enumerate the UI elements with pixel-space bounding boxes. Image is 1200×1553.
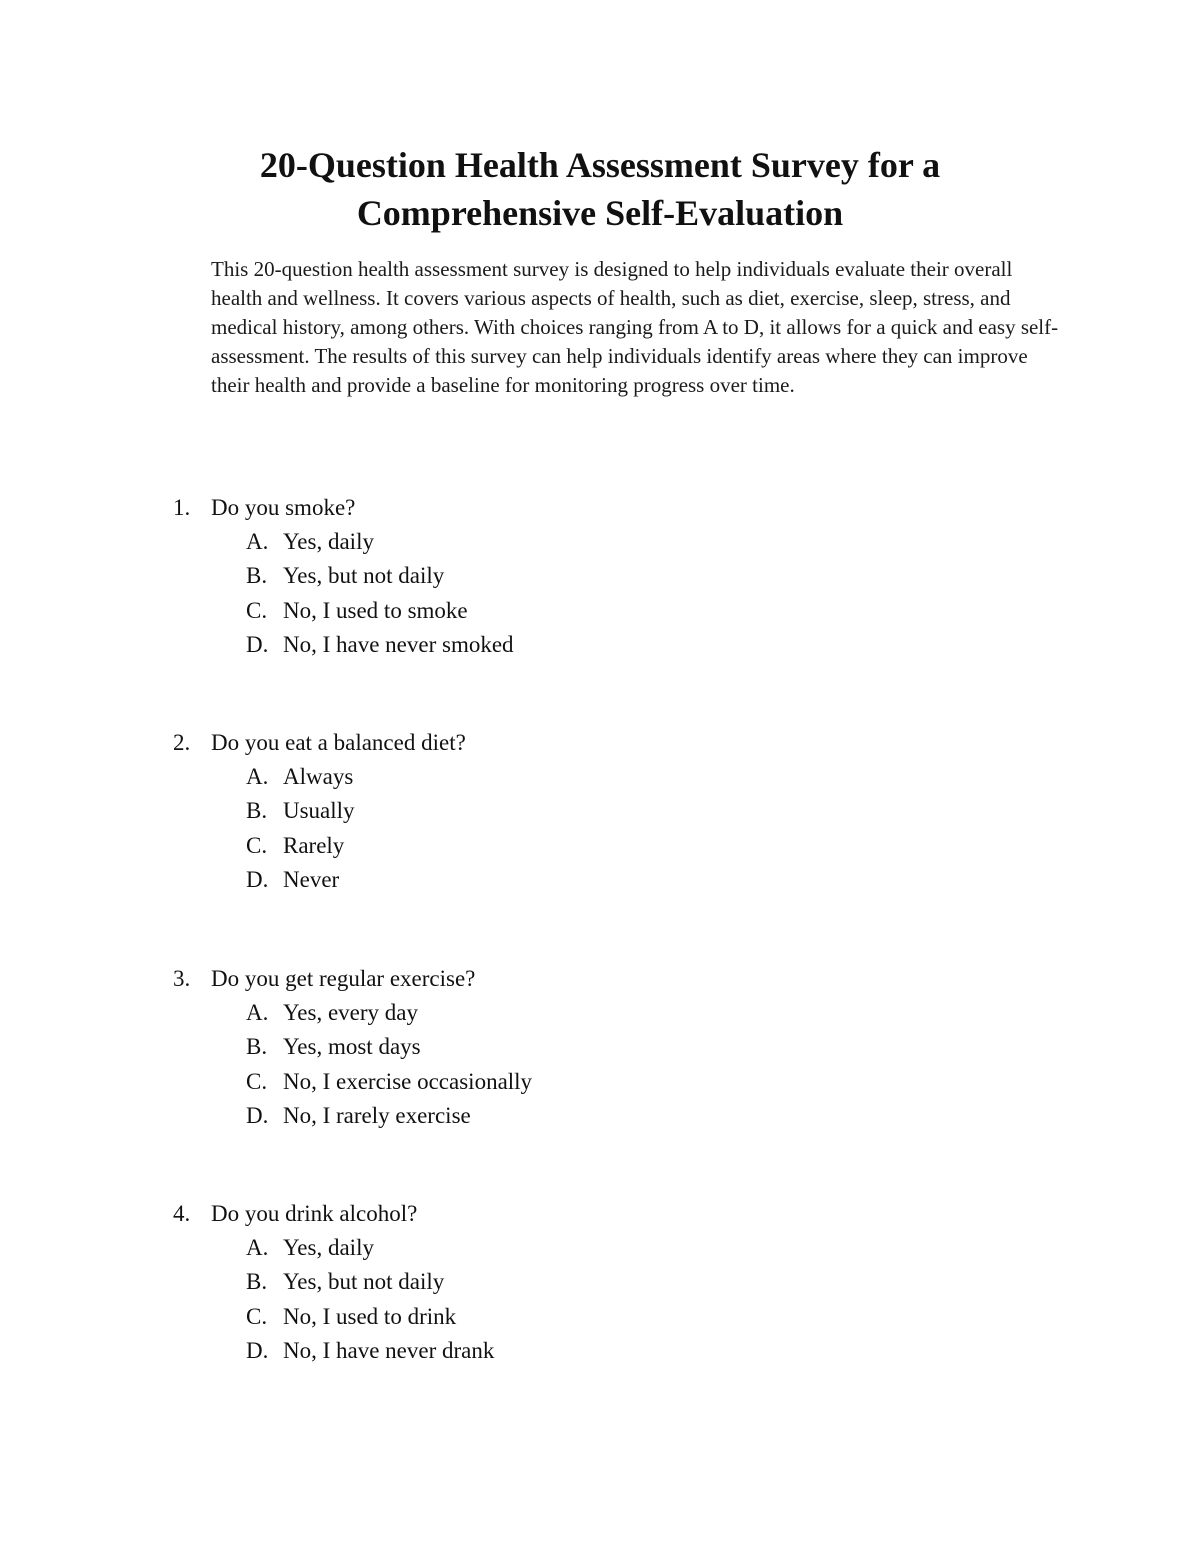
option-letter: D.	[246, 631, 269, 657]
option-text: Yes, daily	[283, 529, 374, 554]
option-letter: D.	[246, 866, 269, 892]
option-text: Usually	[283, 798, 355, 824]
option-letter: C.	[246, 832, 268, 858]
option-letter: B.	[246, 1269, 268, 1295]
option-letter: A.	[246, 764, 269, 789]
option-letter: C.	[246, 597, 268, 623]
option-text: Always	[283, 764, 354, 789]
option-text: No, I rarely exercise	[283, 1102, 471, 1128]
option-text: Yes, but not daily	[283, 563, 445, 589]
title-line-2: Comprehensive Self-Evaluation	[356, 193, 844, 233]
option-letter: B.	[246, 563, 268, 589]
option-letter: C.	[246, 1068, 268, 1094]
question-number: 3.	[173, 966, 191, 991]
option-text: Yes, every day	[283, 1000, 419, 1025]
question-text: Do you smoke?	[211, 495, 356, 520]
option-letter: C.	[246, 1303, 268, 1329]
option-letter: B.	[246, 1034, 268, 1060]
page-title	[180, 141, 1020, 237]
option-letter: D.	[246, 1337, 269, 1363]
question-text: Do you get regular exercise?	[211, 966, 476, 991]
option-text: No, I exercise occasionally	[283, 1068, 533, 1094]
question-number: 4.	[173, 1201, 191, 1226]
option-letter: A.	[246, 529, 269, 554]
intro-paragraph: This 20-question health assessment survey is designed to help individuals evaluate their overall health and wellness. It covers various aspects of health, such as diet, exercise, sleep, stress, and medical history, among others. With choices ranging from A to D, it allows for a quick and easy self-assessment. The results of this survey can help individuals identify areas where they can improve their health and provide a baseline for monitoring progress over time.	[211, 257, 1059, 397]
option-text: No, I have never drank	[283, 1337, 495, 1363]
option-text: No, I used to drink	[283, 1303, 457, 1329]
question-text: Do you drink alcohol?	[211, 1201, 418, 1226]
option-text: No, I used to smoke	[283, 597, 468, 623]
option-text: No, I have never smoked	[283, 631, 514, 657]
option-letter: D.	[246, 1102, 269, 1128]
option-text: Rarely	[283, 832, 345, 858]
question-number: 2.	[173, 730, 191, 755]
option-text: Yes, daily	[283, 1235, 374, 1260]
option-letter: A.	[246, 1235, 269, 1260]
question-number: 1.	[173, 495, 191, 520]
title-line-1: 20-Question Health Assessment Survey for a	[259, 145, 941, 185]
option-text: Never	[283, 866, 340, 892]
option-letter: A.	[246, 1000, 269, 1025]
option-letter: B.	[246, 798, 268, 824]
question-text: Do you eat a balanced diet?	[211, 730, 466, 755]
option-text: Yes, most days	[283, 1034, 421, 1060]
option-text: Yes, but not daily	[283, 1269, 445, 1295]
